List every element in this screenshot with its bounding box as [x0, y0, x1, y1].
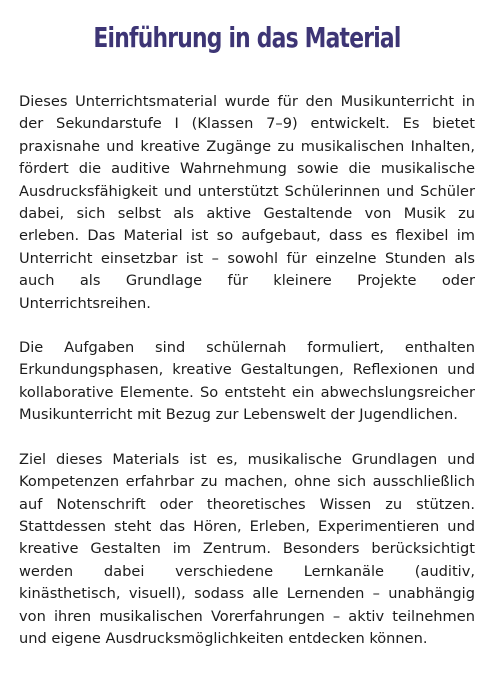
page-title: Einführung in das Material [93, 21, 401, 54]
goals-paragraph: Ziel dieses Materials ist es, musikalische Grundlagen und Kompetenzen erfahrbar zu machen, ohne sich ausschließlich auf Notenschrift oder theoretisches Wissen zu stützen. Stattdessen steht das Hören, Erleben, Experimentieren und kreative Gestalten im Zentrum. Besonders berücksichtigt werden dabei verschiedene Lernkanäle (auditiv, kinästhetisch, visuell), sodass alle Lernenden – unabhängig von ihren musikalischen Vorerfahrungen – aktiv teilnehmen und eigene Ausdrucksmöglichkeiten entdecken können. [19, 450, 475, 647]
tasks-paragraph: Die Aufgaben sind schülernah formuliert, enthalten Erkundungsphasen, kreative Gestaltungen, Reflexionen und kollaborative Elemente. So entsteht ein abwechslungsreicher Musikunterricht mit Bezug zur Lebenswelt der Jugendlichen. [19, 339, 475, 424]
document-body [19, 91, 475, 650]
intro-paragraph: Dieses Unterrichtsmaterial wurde für den Musikunterricht in der Sekundarstufe I (Klassen 7–9) entwickelt. Es bietet praxisnahe und kreative Zugänge zu musikalischen Inhalten, fördert die auditive Wahrnehmung sowie die musikalische Ausdrucksfähigkeit und unterstützt Schülerinnen und Schüler dabei, sich selbst als aktive Gestaltende von Musik zu erleben. Das Material ist so aufgebaut, dass es flexibel im Unterricht einsetzbar ist – sowohl für einzelne Stunden als auch als Grundlage für kleinere Projekte oder Unterrichtsreihen. [19, 93, 475, 312]
